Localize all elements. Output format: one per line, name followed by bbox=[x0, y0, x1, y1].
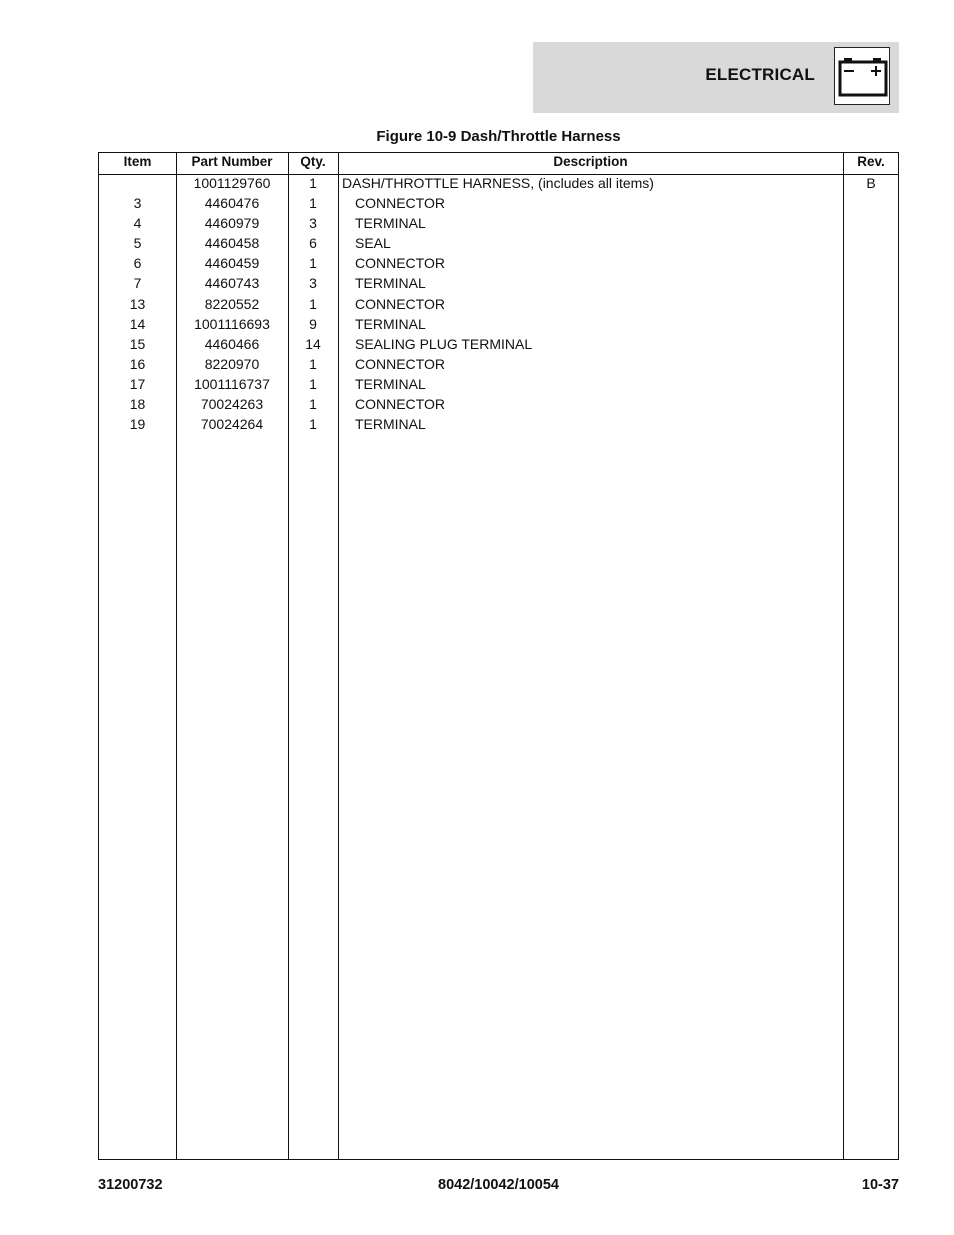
cell-qty: 1 bbox=[309, 295, 317, 312]
cell-part-number: 4460979 bbox=[204, 215, 260, 232]
cell-item: 14 bbox=[129, 315, 146, 332]
cell-description: DASH/THROTTLE HARNESS, (includes all items) bbox=[342, 175, 654, 191]
cell-description: TERMINAL bbox=[355, 315, 426, 332]
cell-part-number: 4460459 bbox=[204, 255, 260, 272]
cell-qty: 6 bbox=[309, 235, 317, 252]
battery-icon bbox=[834, 47, 890, 105]
cell-qty: 1 bbox=[309, 175, 317, 191]
table-row bbox=[99, 416, 898, 436]
cell-qty: 14 bbox=[305, 335, 321, 352]
table-row bbox=[99, 396, 898, 416]
cell-item: 5 bbox=[133, 235, 142, 252]
cell-part-number: 4460743 bbox=[204, 275, 260, 292]
cell-item: 16 bbox=[129, 355, 146, 372]
cell-item: 13 bbox=[129, 295, 146, 312]
cell-part-number: 70024263 bbox=[200, 396, 264, 413]
footer-model-numbers: 8042/10042/10054 bbox=[438, 1177, 559, 1193]
table-row bbox=[99, 296, 898, 316]
cell-item: 17 bbox=[129, 375, 146, 392]
cell-part-number: 70024264 bbox=[200, 416, 264, 433]
column-header-item: Item bbox=[123, 154, 152, 169]
table-row bbox=[99, 175, 898, 195]
cell-description: TERMINAL bbox=[355, 416, 426, 433]
table-row bbox=[99, 316, 898, 336]
cell-part-number: 1001116737 bbox=[194, 375, 270, 392]
column-header-part-number: Part Number bbox=[191, 154, 273, 169]
table-body bbox=[99, 175, 898, 436]
table-row bbox=[99, 356, 898, 376]
cell-description: TERMINAL bbox=[355, 375, 426, 392]
table-row bbox=[99, 195, 898, 215]
table-row bbox=[99, 336, 898, 356]
cell-part-number: 4460476 bbox=[204, 195, 260, 212]
column-header-rev: Rev. bbox=[857, 154, 885, 169]
section-header bbox=[533, 42, 899, 113]
figure-title: Figure 10-9 Dash/Throttle Harness bbox=[376, 128, 621, 145]
cell-part-number: 8220970 bbox=[204, 355, 260, 372]
cell-description: CONNECTOR bbox=[355, 255, 445, 272]
cell-qty: 3 bbox=[309, 275, 317, 292]
cell-description: TERMINAL bbox=[355, 275, 426, 292]
table-row bbox=[99, 235, 898, 255]
cell-item: 15 bbox=[129, 335, 146, 352]
cell-item: 19 bbox=[129, 416, 146, 433]
cell-qty: 1 bbox=[309, 416, 317, 433]
cell-qty: 1 bbox=[309, 355, 317, 372]
cell-description: CONNECTOR bbox=[355, 295, 445, 312]
cell-item: 3 bbox=[133, 195, 142, 212]
cell-qty: 1 bbox=[309, 195, 317, 212]
cell-item: 7 bbox=[133, 275, 142, 292]
cell-qty: 3 bbox=[309, 215, 317, 232]
cell-qty: 1 bbox=[309, 375, 317, 392]
cell-qty: 1 bbox=[309, 255, 317, 272]
footer-page-number: 10-37 bbox=[861, 1177, 899, 1193]
column-header-description: Description bbox=[553, 154, 628, 169]
cell-part-number: 1001129760 bbox=[193, 175, 271, 191]
cell-description: CONNECTOR bbox=[355, 195, 445, 212]
cell-item: 6 bbox=[133, 255, 142, 272]
cell-item: 4 bbox=[133, 215, 142, 232]
parts-table bbox=[98, 152, 899, 1160]
cell-part-number: 4460458 bbox=[204, 235, 260, 252]
table-row bbox=[99, 215, 898, 235]
column-header-qty: Qty. bbox=[300, 154, 326, 169]
section-title: ELECTRICAL bbox=[705, 65, 815, 84]
cell-description: CONNECTOR bbox=[355, 396, 445, 413]
cell-qty: 9 bbox=[309, 315, 317, 332]
cell-part-number: 1001116693 bbox=[194, 315, 270, 332]
cell-qty: 1 bbox=[309, 396, 317, 413]
cell-description: SEALING PLUG TERMINAL bbox=[355, 335, 533, 352]
table-row bbox=[99, 275, 898, 295]
cell-part-number: 4460466 bbox=[204, 335, 260, 352]
table-row bbox=[99, 255, 898, 275]
cell-description: TERMINAL bbox=[355, 215, 426, 232]
footer-document-number: 31200732 bbox=[98, 1177, 163, 1193]
cell-description: SEAL bbox=[355, 235, 391, 252]
cell-item: 18 bbox=[129, 396, 146, 413]
table-row bbox=[99, 376, 898, 396]
cell-rev: B bbox=[866, 175, 876, 191]
cell-part-number: 8220552 bbox=[204, 295, 260, 312]
cell-description: CONNECTOR bbox=[355, 355, 445, 372]
